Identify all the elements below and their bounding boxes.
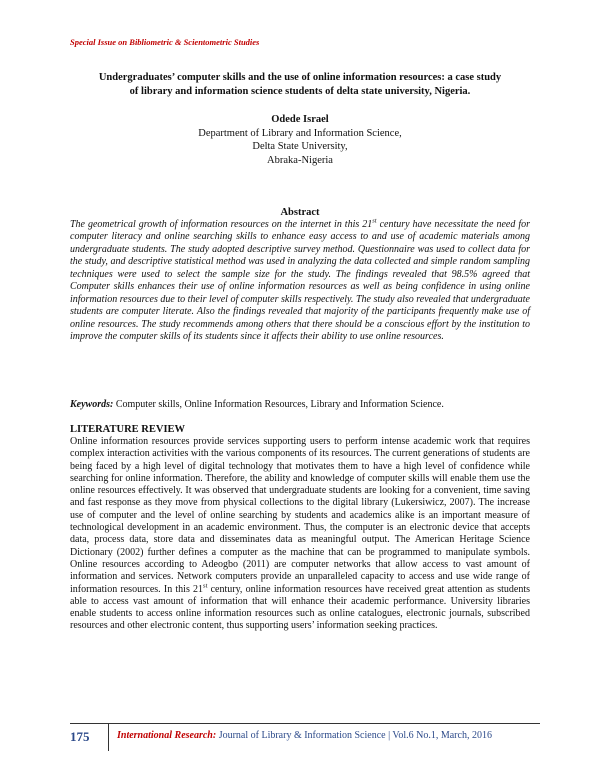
keywords-text: Computer skills, Online Information Resources, Library and Information Science. [113, 399, 444, 410]
title-line-2: of library and information science students of delta state university, Nigeria. [129, 86, 471, 97]
keywords-label: Keywords: [70, 399, 114, 410]
footer-separator: | [385, 730, 393, 741]
literature-review-heading: LITERATURE REVIEW [70, 424, 186, 435]
affiliation-line-2: Delta State University, [252, 141, 348, 152]
literature-review-superscript: st [203, 582, 208, 590]
running-head: Special Issue on Bibliometric & Scientometric Studies [70, 37, 260, 47]
footer-divider [108, 723, 109, 751]
abstract-text-part-2: century have necessitate the need for computer literacy and online searching skills to enhance easy access to and use of academic materials among undergraduate students. The study adopted descriptive survey method. Questionnaire was used to collect data for the study, and descriptive statistical method was used in analyzing the data collected and simple random sampling techniques were used to select the sample size for the study. The findings revealed that 98.5% agreed that Computer skills enhances their use of online information resources as well as being confidence in using online information resources due to their level of computer skills respectively. The study also revealed that undergraduate students are computer literate. Also the findings revealed that majority of the participants frequently make use of online resources. The study recommends among others that there should be a conscious effort by the institution to improve the computer skills of its students since it affects their ability to use online resources. [70, 219, 530, 343]
literature-review-part-1: Online information resources provide services supporting users to perform intense academic work that requires complex interaction activities with the various components of its resources. The current generations of students are being faced by a high level of digital technology that motivates them to have a high level of confidence while searching for online information. Therefore, the ability and knowledge of computer skills will enable them use the online resources effectively. It was observed that undergraduate students are looking for a convenient, time saving and fast response as they move from physical collections to the digital library (Lukersiwicz, 2007). The increase use of computer and the level of online searching by students and academics alike is an important measure of technological development in an academic environment. Thus, the computer is an electronic device that accepts data, process data, store data and disseminates data as meaningful output. The American Heritage Science Dictionary (2002) further defines a computer as the machine that can be programmed to manipulate symbols. Online resources according to Adeogbo (2011) are computer networks that allow access to vast amount of information and services. Network computers provide an unparalleled capacity to access and use wide range of information resources. In this 21 [70, 436, 530, 595]
journal-name-rest: Journal of Library & Information Science [216, 730, 386, 741]
paper-title [60, 71, 540, 99]
affiliation-line-1: Department of Library and Information Science, [198, 127, 402, 139]
abstract-superscript: st [372, 217, 377, 225]
author-block [60, 113, 540, 167]
journal-name-lead: International Research: [117, 730, 217, 741]
footer-rule [70, 723, 540, 724]
title-line-1: Undergraduates’ computer skills and the use of online information resources: a case study [98, 72, 502, 83]
affiliation-line-3: Abraka-Nigeria [267, 154, 333, 166]
author-name: Odede Israel [271, 114, 329, 125]
literature-review-part-2: century, online information resources have received great attention as students able to access vast amount of information that will enhance their academic performance. University libraries enable students to access online information resources such as online catalogues, electronic journals, subscribed resources and other electronic content, thus supporting users’ information seeking practices. [70, 583, 531, 632]
issue-info: Vol.6 No.1, March, 2016 [392, 730, 492, 741]
abstract-text [70, 219, 530, 344]
abstract-text-part-1: The geometrical growth of information resources on the internet in this 21 [70, 219, 373, 230]
journal-footer [117, 730, 492, 741]
keywords [70, 398, 540, 411]
literature-review-text [70, 436, 530, 633]
page-number: 175 [70, 729, 90, 744]
abstract-heading: Abstract [280, 207, 320, 218]
